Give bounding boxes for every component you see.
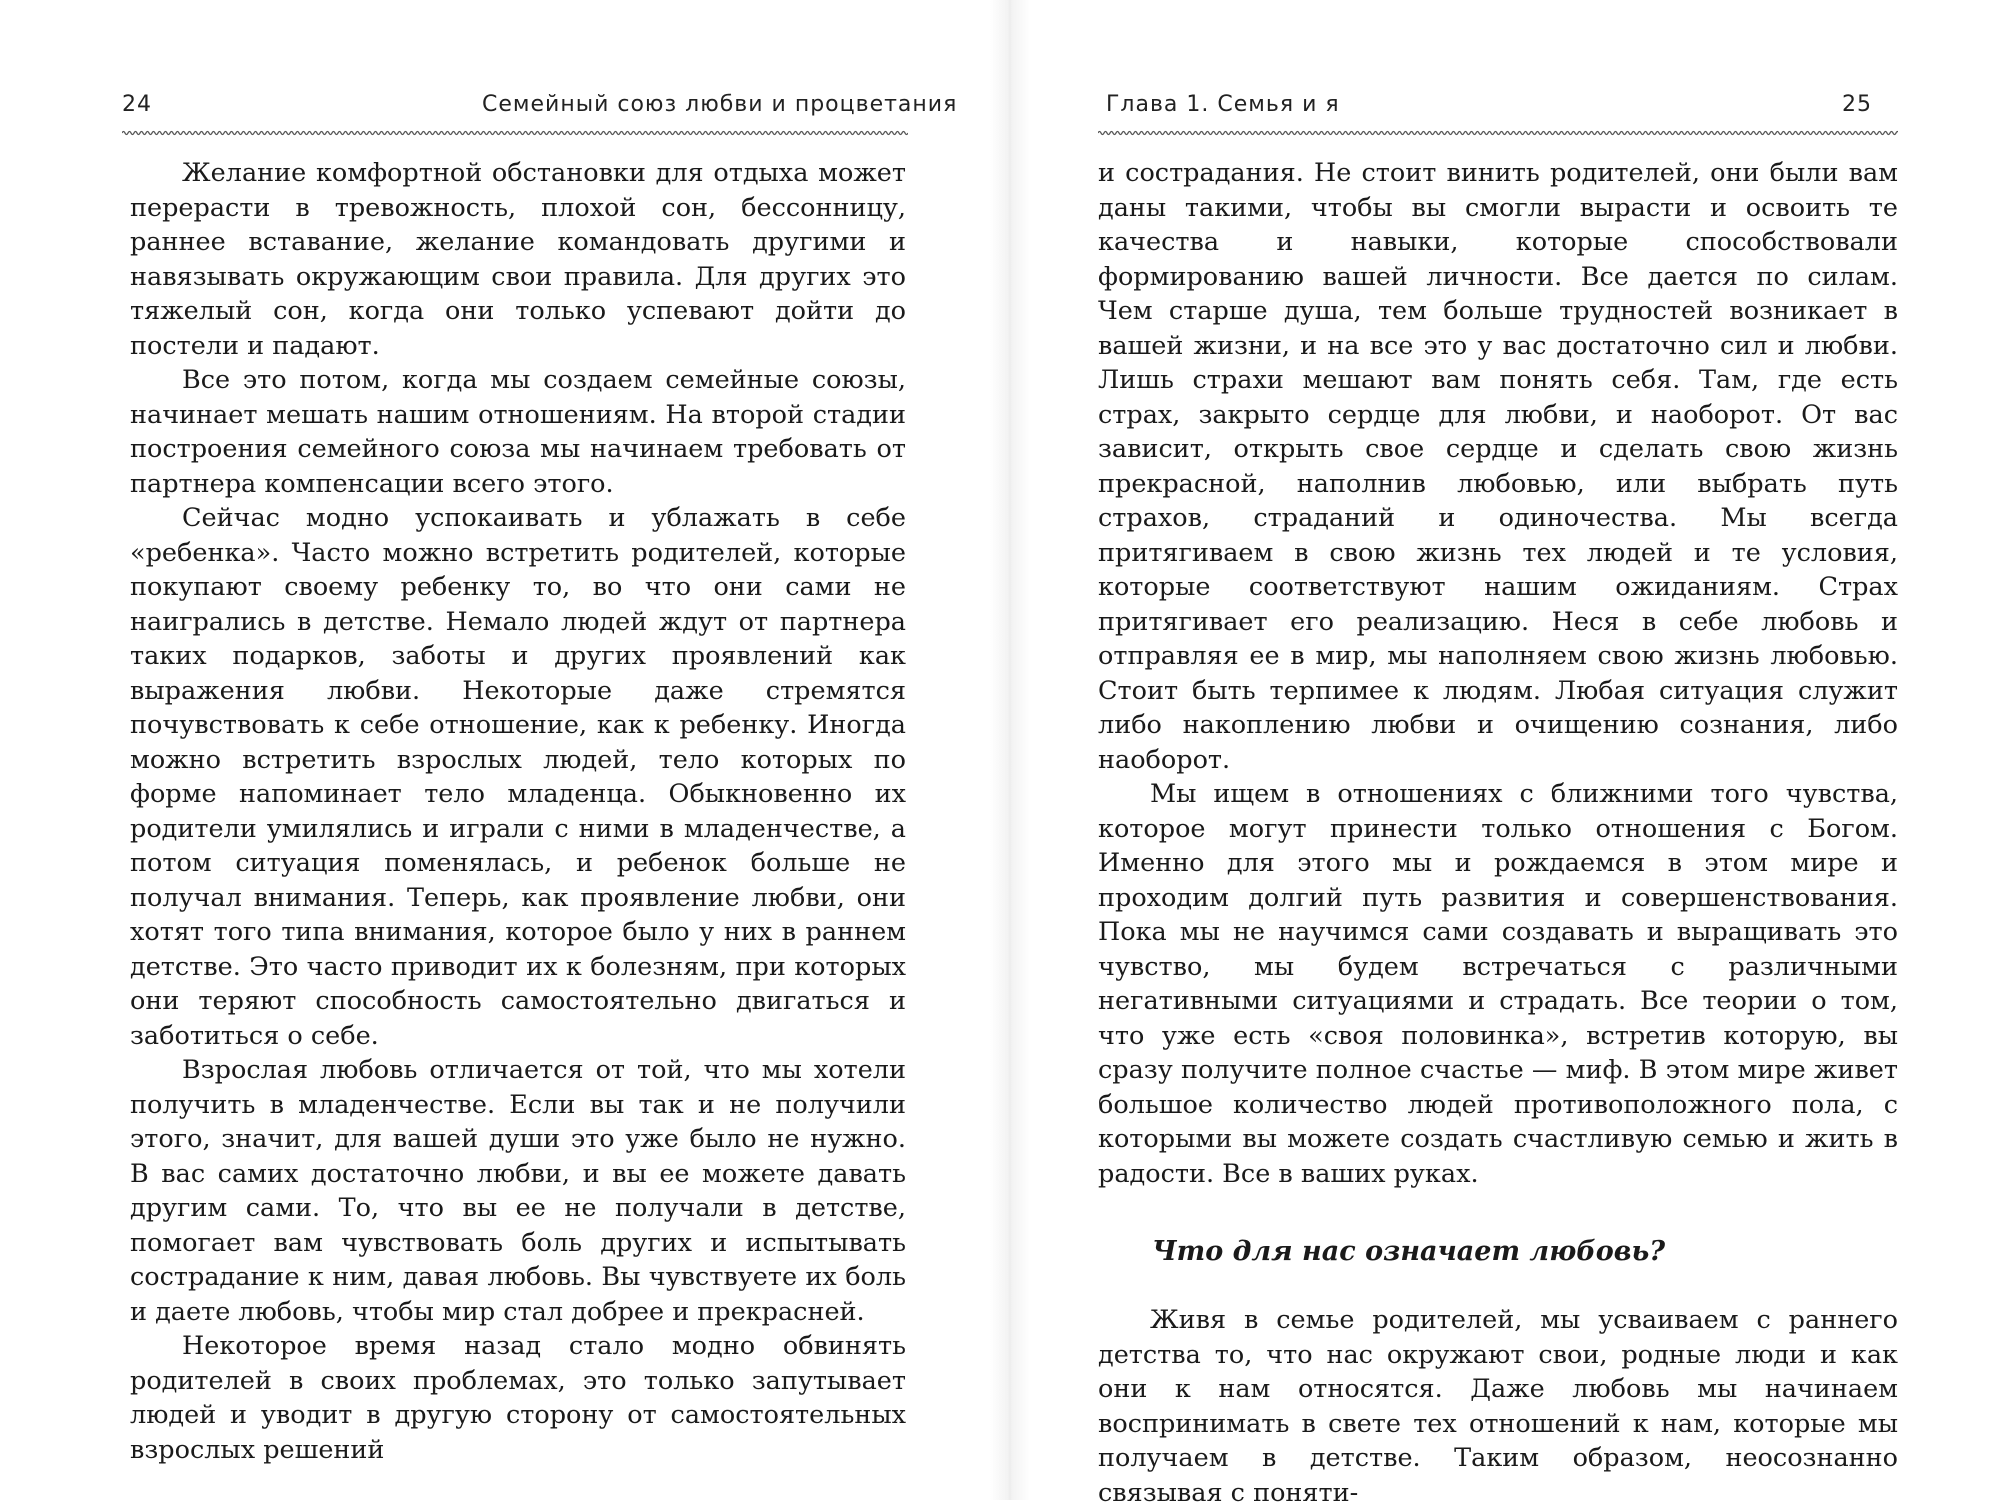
right-page-body [1098,156,1898,1510]
section-heading: Что для нас означает любовь? [1152,1236,1666,1267]
paragraph: Сейчас модно успокаивать и ублажать в себе «ребенка». Часто можно встретить родителей, которые покупают своему ребенку то, во что они сами не наигрались в детстве. Немало людей ждут от партнера таких подарков, заботы и других проявлений как выражения любви. Некоторые даже стремятся почувствовать к себе отношение, как к ребенку. Иногда можно встретить взрослых людей, тело которых по форме напоминает тело младенца. Обыкновенно их родители умилялись и играли с ними в младенчестве, а потом ситуация поменялась, и ребенок больше не получал внимания. Теперь, как проявление любви, они хотят того типа внимания, которое было у них в раннем детстве. Это часто приводит их к болезням, при которых они теряют способность самостоятельно двигаться и заботиться о себе. [130,503,906,1051]
paragraph: Все это потом, когда мы создаем семейные союзы, начинает мешать нашим отношениям. На второй стадии построения семейного союза мы начинаем требовать от партнера компенсации всего этого. [130,365,906,499]
page-number-right: 25 [1842,92,1872,117]
paragraph: Взрослая любовь отличается от той, что мы хотели получить в младенчестве. Если вы так и не получили этого, значит, для вашей души это уже было не нужно. В вас самих достаточно любви, и вы ее можете давать другим сами. То, что вы ее не получали в детстве, помогает вам чувствовать боль других и испытывать сострадание к ним, давая любовь. Вы чувствуете их боль и даете любовь, чтобы мир стал добрее и прекрасней. [130,1055,906,1327]
running-title-left: Семейный союз любви и процветания [482,92,958,117]
wavy-rule-right [1098,128,1898,138]
paragraph: Живя в семье родителей, мы усваиваем с раннего детства то, что нас окружают свои, родные люди и как они к нам относятся. Даже любовь мы начинаем воспринимать в свете тех отношений к нам, которые мы получаем в детстве. Таким образом, неосознанно связывая с поняти- [1098,1305,1898,1508]
page-number-left: 24 [122,92,152,117]
paragraph: Мы ищем в отношениях с ближними того чувства, которое могут принести только отношения с Богом. Именно для этого мы и рождаемся в этом мире и проходим долгий путь развития и совершенствования. Пока мы не научимся сами создавать и выращивать это чувство, мы будем встречаться с различными негативными ситуациями и страдать. Все теории о том, что уже есть «своя половинка», встретив которую, вы сразу получите полное счастье — миф. В этом мире живет большое количество людей противоположного пола, с которыми вы можете создать счастливую семью и жить в радости. Все в ваших руках. [1098,779,1898,1189]
header-rule-left [122,128,908,138]
header-rule-right [1098,128,1898,138]
paragraph-continuation: и сострадания. Не стоит винить родителей, они были вам даны такими, чтобы вы смогли вырасти и освоить те качества и навыки, которые способствовали формированию вашей личности. Все дается по силам. Чем старше душа, тем больше трудностей возникает в вашей жизни, и на все это у вас достаточно сил и любви. Лишь страхи мешают вам понять себя. Там, где есть страх, закрыто сердце для любви, и наоборот. От вас зависит, открыть свое сердце и сделать свою жизнь прекрасной, наполнив любовью, или выбрать путь страхов, страданий и одиночества. Мы всегда притягиваем в свою жизнь тех людей и те условия, которые соответствуют нашим ожиданиям. Страх притягивает его реализацию. Неся в себе любовь и отправляя ее в мир, мы наполняем свою жизнь любовью. Стоит быть терпимее к людям. Любая ситуация служит либо накоплению любви и очищению сознания, либо наоборот. [1098,158,1898,775]
left-page-body [130,156,906,1467]
book-gutter [990,0,1030,1500]
running-title-right: Глава 1. Семья и я [1106,92,1340,117]
right-page [1030,0,2000,1508]
paragraph: Желание комфортной обстановки для отдыха может перерасти в тревожность, плохой сон, бессонницу, раннее вставание, желание командовать другими и навязывать окружающим свои правила. Для других это тяжелый сон, когда они только успевают дойти до постели и падают. [130,158,906,361]
wavy-rule-left [122,128,908,138]
paragraph: Некоторое время назад стало модно обвинять родителей в своих проблемах, это только запутывает людей и уводит в другую сторону от самостоятельных взрослых решений [130,1331,906,1465]
left-page [0,0,990,1500]
